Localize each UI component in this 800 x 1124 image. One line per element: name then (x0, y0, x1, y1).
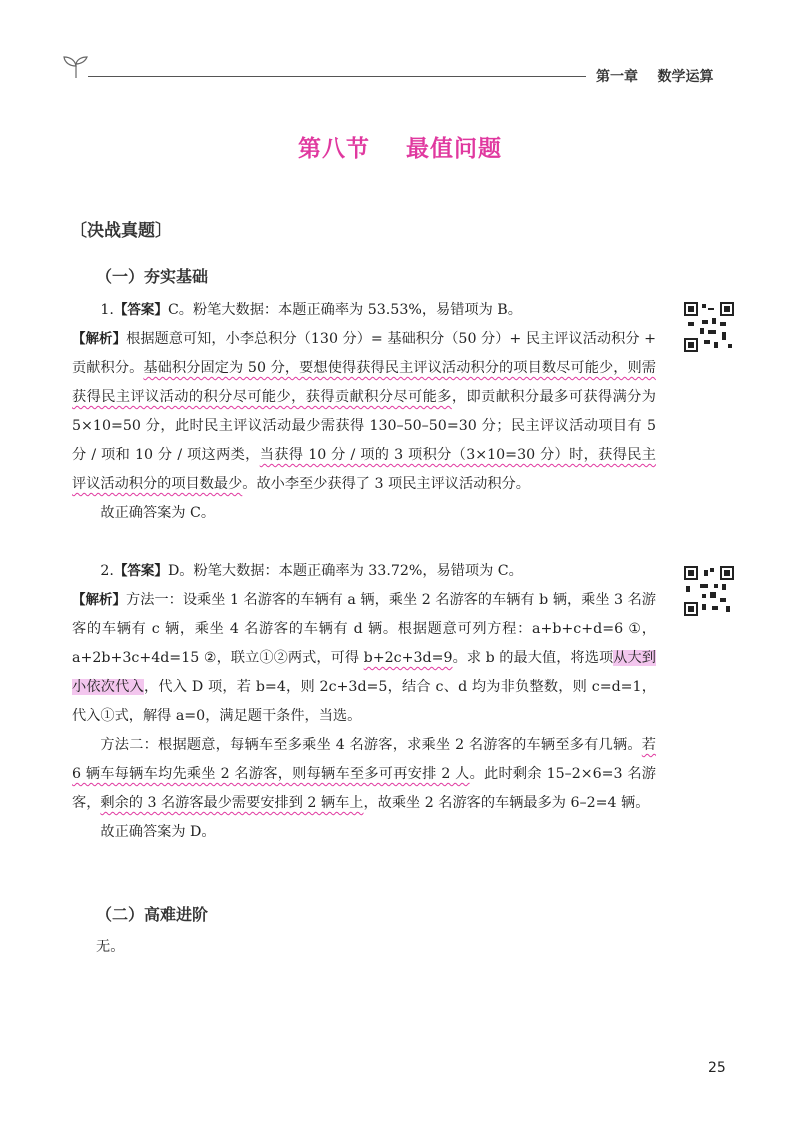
q2-analysis-text: ，故乘坐 2 名游客的车辆最多为 6–2=4 辆。 (363, 795, 650, 811)
q1-conclusion: 故正确答案为 C。 (100, 505, 216, 521)
chapter-label: 第一章 数学运算 (596, 69, 714, 85)
q1-answer-text: C。粉笔大数据：本题正确率为 53.53%，易错项为 B。 (167, 302, 522, 318)
qr-code-icon (684, 566, 734, 616)
subsection-heading-basic: （一）夯实基础 (96, 267, 209, 286)
q1-analysis-tag: 【解析】 (72, 331, 127, 347)
q1-analysis-text: ，即贡献积分最多可获得满分为 5×10=50 分，此时民主评议活动最少需获得 130–50–50=30 分；民主评议活动项目有 5 分 / 项和 10 分 / 项这两类， (72, 389, 656, 463)
q2-analysis-text: 。求 b 的最大值，将选项 (452, 650, 614, 666)
q2-conclusion: 故正确答案为 D。 (100, 824, 216, 840)
section-heading: 〔决战真题〕 (70, 221, 172, 241)
q2-analysis-text: 。此时剩余 15–2×6=3 名游客， (72, 766, 656, 811)
q1-analysis (72, 325, 656, 499)
header-rule (88, 76, 586, 77)
sprout-icon (62, 54, 90, 80)
question-2 (72, 557, 656, 847)
q2-highlight: 从大到小依次代入 (72, 650, 656, 695)
page-title: 第八节 最值问题 (297, 136, 503, 162)
q2-key-point: 剩余的 3 名游客最少需要安排到 2 辆车上 (100, 795, 364, 811)
question-1 (72, 296, 656, 528)
q2-number: 2. (100, 563, 114, 579)
q1-analysis-text: 。故小李至少获得了 3 项民主评议活动积分。 (242, 476, 530, 492)
q1-key-point: 基础积分固定为 50 分，要想使得获得民主评议活动积分的项目数尽可能少，则需获得民主评议活动的积分尽可能少，获得贡献积分尽可能多 (72, 360, 656, 405)
q2-answer-tag: 【答案】 (113, 563, 168, 579)
q2-answer-text: D。粉笔大数据：本题正确率为 33.72%，易错项为 C。 (167, 563, 523, 579)
q2-key-point: 若 6 辆车每辆车均先乘坐 2 名游客，则每辆车至多可再安排 2 人 (72, 737, 656, 782)
q1-key-point: 当获得 10 分 / 项的 3 项积分（3×10=30 分）时，获得民主评议活动积分的项目数最少 (72, 447, 656, 492)
q1-answer-tag: 【答案】 (113, 302, 168, 318)
page-number: 25 (708, 1060, 726, 1076)
q2-key-point: b+2c+3d=9 (363, 650, 453, 666)
subsection-heading-advanced: （二）高难进阶 (96, 905, 209, 924)
q2-analysis-text: 方法二：根据题意，每辆车至多乘坐 4 名游客，求乘坐 2 名游客的车辆至多有几辆。 (100, 737, 642, 753)
q1-number: 1. (100, 302, 114, 318)
q2-analysis-text: 方法一：设乘坐 1 名游客的车辆有 a 辆，乘坐 2 名游客的车辆有 b 辆，乘坐 3 名游客的车辆有 c 辆，乘坐 4 名游客的车辆有 d 辆。根据题意可列方程：a+b+c+d=6 ①，a+2b+3c+4d=15 ②，联立①②两式，可得 (72, 592, 656, 666)
q2-analysis-text: ，代入 D 项，若 b=4，则 2c+3d=5，结合 c、d 均为非负整数，则 c=d=1，代入①式，解得 a=0，满足题干条件，当选。 (72, 679, 656, 724)
q1-analysis-text: 根据题意可知，小李总积分（130 分）= 基础积分（50 分）+ 民主评议活动积分 + 贡献积分。 (72, 331, 656, 376)
qr-code-icon (684, 302, 734, 352)
q2-method-2 (72, 731, 656, 818)
q2-analysis-tag: 【解析】 (72, 592, 127, 608)
q2-method-1 (72, 586, 656, 731)
q1-answer-line (72, 296, 656, 325)
none-text: 无。 (96, 939, 125, 955)
q2-answer-line (72, 557, 656, 586)
